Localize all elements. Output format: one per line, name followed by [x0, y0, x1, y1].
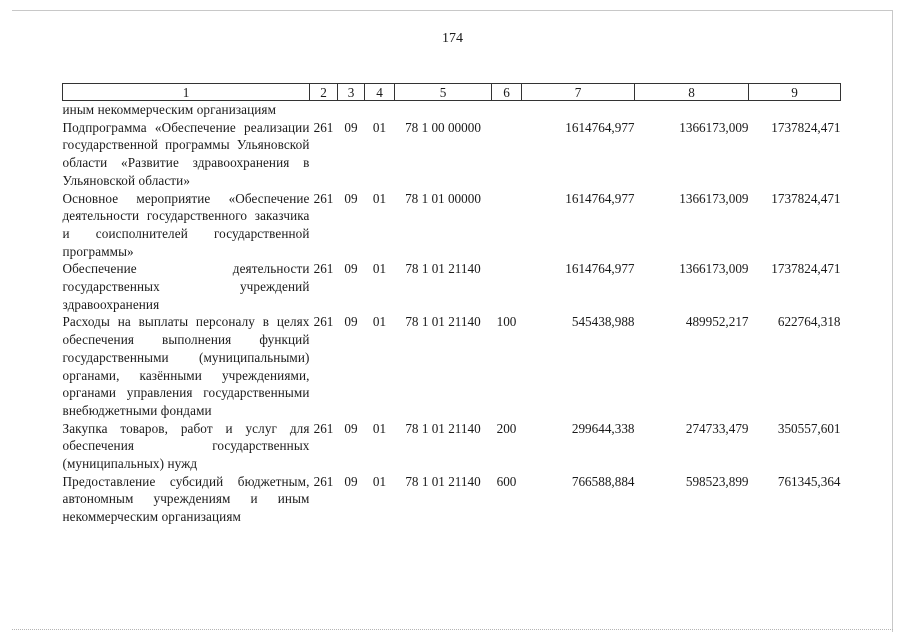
page-number: 174 [442, 31, 463, 46]
column-header: 7 [522, 84, 635, 101]
row-c4 [365, 101, 395, 119]
table-row [63, 420, 841, 473]
row-name: Расходы на выплаты персоналу в целях обеспечения выполнения функций государственными (муниципальными) органами, казёнными учреждениями, органами управления государственными внебюджетными фондами [62, 314, 310, 418]
table-row [63, 101, 841, 119]
row-c7: 766588,884 [571, 473, 635, 489]
row-c2: 261 [313, 420, 334, 436]
table-row [63, 190, 841, 261]
column-header: 9 [749, 84, 841, 101]
row-name: Предоставление субсидий бюджетным, автономным учреждениям и иным некоммерческим организациям [62, 473, 310, 525]
row-c9 [749, 101, 841, 119]
table-row [63, 313, 841, 419]
row-c8: 1366173,009 [679, 261, 749, 277]
row-c7: 299644,338 [571, 420, 635, 436]
row-c5: 78 1 01 21140 [405, 420, 481, 436]
column-header: 4 [365, 84, 395, 101]
row-c6 [492, 101, 522, 119]
row-c9: 622764,318 [777, 314, 841, 330]
row-c3: 09 [344, 190, 358, 206]
row-c8: 489952,217 [685, 314, 749, 330]
table-header-row [63, 84, 841, 101]
row-c5: 78 1 01 21140 [405, 473, 481, 489]
column-header: 3 [338, 84, 365, 101]
row-c5: 78 1 01 21140 [405, 314, 481, 330]
row-c2 [310, 101, 338, 119]
budget-table [62, 83, 841, 526]
row-c3 [338, 101, 365, 119]
row-name: Обеспечение деятельности государственных учреждений здравоохранения [62, 261, 310, 312]
row-c6 [492, 260, 522, 313]
row-c4: 01 [372, 314, 387, 330]
row-c4: 01 [372, 190, 387, 206]
row-c3: 09 [344, 473, 358, 489]
row-c8 [635, 101, 749, 119]
row-c4: 01 [372, 119, 387, 135]
row-c9: 761345,364 [777, 473, 841, 489]
row-name: Подпрограмма «Обеспечение реализации государственной программы Ульяновской области «Развитие здравоохранения в Ульяновской области» [62, 119, 310, 188]
table-row [63, 260, 841, 313]
row-name: Закупка товаров, работ и услуг для обеспечения государственных (муниципальных) нужд [62, 420, 310, 472]
row-c2: 261 [313, 190, 334, 206]
page-frame-bottom [12, 629, 893, 630]
row-c3: 09 [344, 314, 358, 330]
row-c4: 01 [372, 261, 387, 277]
row-c7 [522, 101, 635, 119]
row-c6 [492, 119, 522, 190]
row-name: иным некоммерческим организациям [62, 102, 277, 117]
row-c3: 09 [344, 261, 358, 277]
row-c2: 261 [313, 314, 334, 330]
page-frame-top [12, 10, 893, 11]
column-header: 5 [395, 84, 492, 101]
row-c5: 78 1 00 00000 [405, 119, 481, 135]
row-c9: 1737824,471 [771, 119, 841, 135]
row-c3: 09 [344, 420, 358, 436]
row-c3: 09 [344, 119, 358, 135]
row-c8: 1366173,009 [679, 119, 749, 135]
row-c7: 545438,988 [571, 314, 635, 330]
table-row [63, 119, 841, 190]
row-c6 [492, 190, 522, 261]
row-c4: 01 [372, 420, 387, 436]
row-c6: 200 [496, 420, 517, 436]
row-c6: 600 [496, 473, 517, 489]
row-c2: 261 [313, 473, 334, 489]
row-c8: 274733,479 [685, 420, 749, 436]
row-c2: 261 [313, 261, 334, 277]
table-row [63, 473, 841, 526]
row-c9: 350557,601 [777, 420, 841, 436]
column-header: 8 [635, 84, 749, 101]
page-frame-right [892, 10, 893, 632]
row-c8: 1366173,009 [679, 190, 749, 206]
row-name: Основное мероприятие «Обеспечение деятельности государственного заказчика и соисполнителей государственной программы» [62, 190, 310, 259]
row-c7: 1614764,977 [565, 261, 635, 277]
row-c5: 78 1 01 21140 [405, 261, 481, 277]
row-c9: 1737824,471 [771, 190, 841, 206]
row-c5 [395, 101, 492, 119]
row-c7: 1614764,977 [565, 119, 635, 135]
row-c4: 01 [372, 473, 387, 489]
row-c9: 1737824,471 [771, 261, 841, 277]
row-c6: 100 [496, 314, 517, 330]
row-c5: 78 1 01 00000 [405, 190, 481, 206]
column-header: 1 [63, 84, 310, 101]
row-c2: 261 [313, 119, 334, 135]
column-header: 2 [310, 84, 338, 101]
column-header: 6 [492, 84, 522, 101]
row-c8: 598523,899 [685, 473, 749, 489]
row-c7: 1614764,977 [565, 190, 635, 206]
